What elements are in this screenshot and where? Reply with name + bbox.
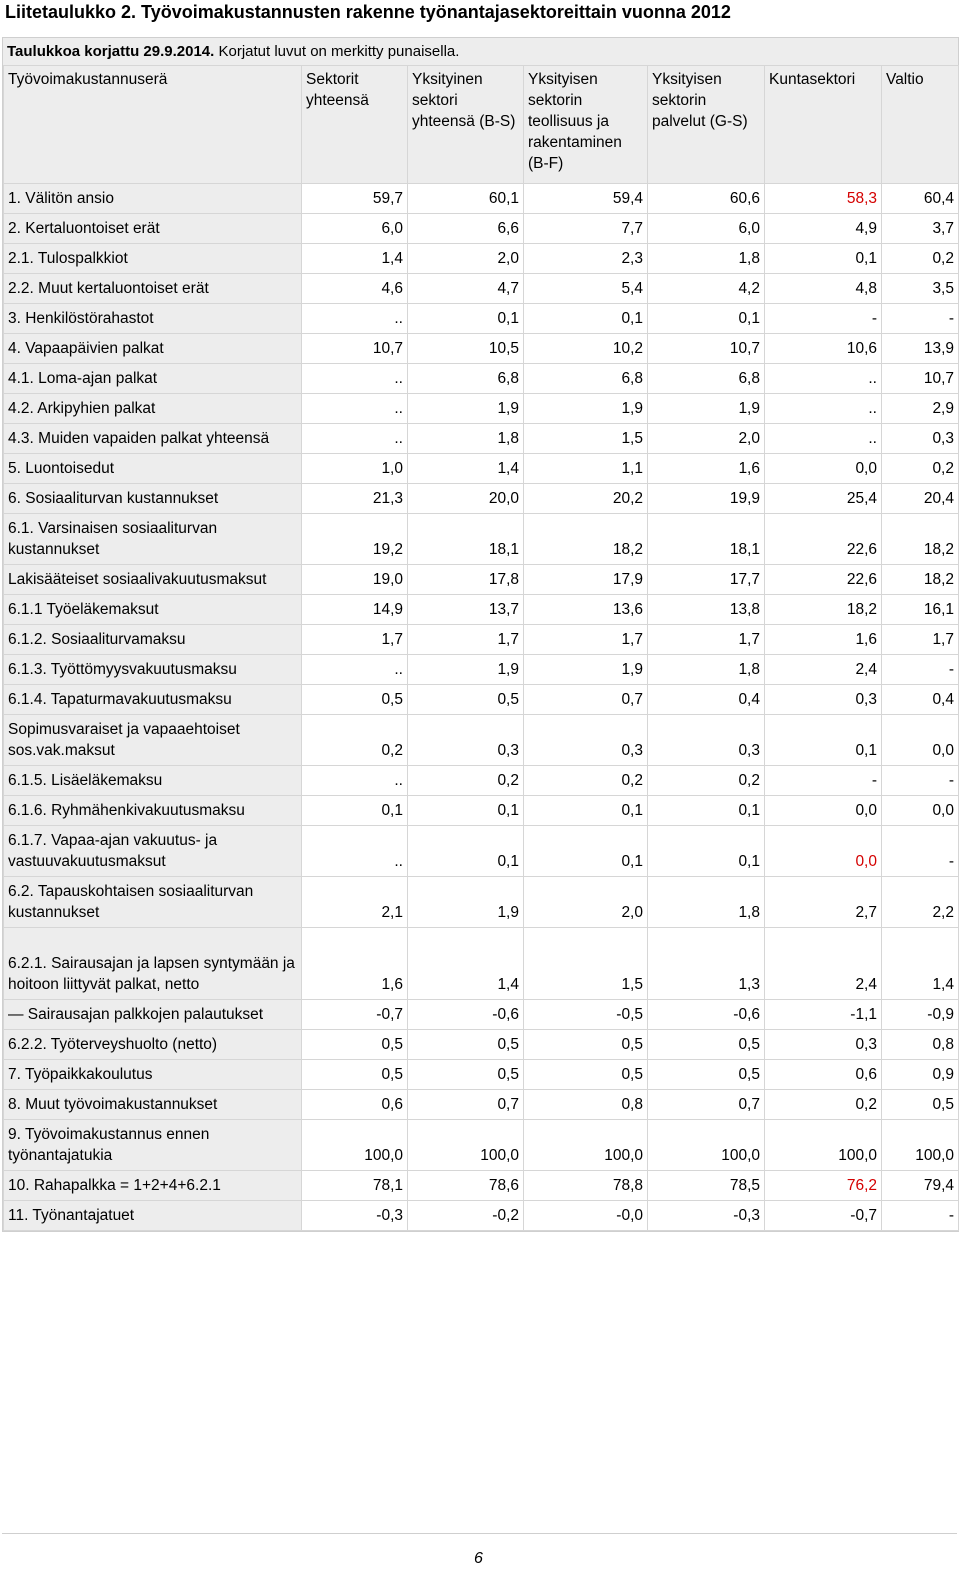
row-label: 6.1.7. Vapaa-ajan vakuutus- ja vastuuvakuutusmaksut	[4, 826, 302, 877]
value-cell: 18,2	[882, 514, 959, 565]
value-cell: 1,4	[408, 928, 524, 1000]
value-cell: 17,8	[408, 565, 524, 595]
table-row	[4, 766, 959, 796]
value-cell: 1,8	[648, 244, 765, 274]
value-cell: 0,6	[765, 1060, 882, 1090]
row-label: 4.1. Loma-ajan palkat	[4, 364, 302, 394]
value-cell: 4,7	[408, 274, 524, 304]
value-cell: 4,8	[765, 274, 882, 304]
value-cell: 100,0	[765, 1120, 882, 1171]
correction-note	[3, 38, 958, 65]
row-label: 6.2.1. Sairausajan ja lapsen syntymään ja hoitoon liittyvät palkat, netto	[4, 928, 302, 1000]
table-row	[4, 304, 959, 334]
value-cell: 3,5	[882, 274, 959, 304]
value-cell: 25,4	[765, 484, 882, 514]
row-label: 2. Kertaluontoiset erät	[4, 214, 302, 244]
value-cell: 0,2	[408, 766, 524, 796]
table-row	[4, 565, 959, 595]
row-label: 6.1.1 Työeläkemaksut	[4, 595, 302, 625]
value-cell: 19,9	[648, 484, 765, 514]
table-row	[4, 484, 959, 514]
value-cell: 18,2	[765, 595, 882, 625]
value-cell: 1,7	[302, 625, 408, 655]
value-cell: 2,7	[765, 877, 882, 928]
value-cell: 1,5	[524, 424, 648, 454]
value-cell: 78,1	[302, 1171, 408, 1201]
header-private-industry: Yksityisen sektorin teollisuus ja rakentaminen (B-F)	[524, 66, 648, 184]
row-label: 1. Välitön ansio	[4, 184, 302, 214]
value-cell: 58,3	[765, 184, 882, 214]
value-cell: -0,7	[765, 1201, 882, 1231]
value-cell: 0,1	[765, 715, 882, 766]
value-cell: 19,2	[302, 514, 408, 565]
value-cell: 2,1	[302, 877, 408, 928]
value-cell: 1,6	[765, 625, 882, 655]
table-row	[4, 796, 959, 826]
table-row	[4, 655, 959, 685]
value-cell: 0,2	[302, 715, 408, 766]
value-cell: 20,0	[408, 484, 524, 514]
value-cell: 100,0	[302, 1120, 408, 1171]
table-row	[4, 1171, 959, 1201]
value-cell: 0,3	[765, 1030, 882, 1060]
value-cell: 0,5	[302, 685, 408, 715]
value-cell: 1,3	[648, 928, 765, 1000]
value-cell: 0,1	[648, 826, 765, 877]
value-cell: 1,6	[302, 928, 408, 1000]
value-cell: 22,6	[765, 565, 882, 595]
row-label: 6.2. Tapauskohtaisen sosiaaliturvan kustannukset	[4, 877, 302, 928]
correction-note-date: Taulukkoa korjattu 29.9.2014.	[7, 43, 215, 60]
table-row	[4, 454, 959, 484]
table-row	[4, 1060, 959, 1090]
value-cell: 4,2	[648, 274, 765, 304]
value-cell: 19,0	[302, 565, 408, 595]
row-label: 2.2. Muut kertaluontoiset erät	[4, 274, 302, 304]
value-cell: 0,9	[882, 1060, 959, 1090]
table-row	[4, 1030, 959, 1060]
value-cell: 0,5	[524, 1030, 648, 1060]
value-cell: ..	[765, 364, 882, 394]
value-cell: 1,9	[524, 394, 648, 424]
value-cell: 17,9	[524, 565, 648, 595]
value-cell: 1,7	[648, 625, 765, 655]
value-cell: 16,1	[882, 595, 959, 625]
value-cell: 6,0	[302, 214, 408, 244]
value-cell: ..	[302, 766, 408, 796]
value-cell: 0,7	[408, 1090, 524, 1120]
value-cell: -0,3	[648, 1201, 765, 1231]
table-row	[4, 715, 959, 766]
value-cell: 6,8	[648, 364, 765, 394]
value-cell: -	[882, 826, 959, 877]
value-cell: 0,0	[765, 796, 882, 826]
value-cell: 1,6	[648, 454, 765, 484]
value-cell: 2,0	[648, 424, 765, 454]
value-cell: 1,1	[524, 454, 648, 484]
value-cell: 0,0	[765, 454, 882, 484]
value-cell: 13,7	[408, 595, 524, 625]
value-cell: 21,3	[302, 484, 408, 514]
value-cell: -	[765, 304, 882, 334]
value-cell: -0,6	[408, 1000, 524, 1030]
value-cell: 1,9	[408, 394, 524, 424]
value-cell: -0,5	[524, 1000, 648, 1030]
value-cell: -	[765, 766, 882, 796]
value-cell: 1,7	[882, 625, 959, 655]
value-cell: 0,5	[408, 1060, 524, 1090]
value-cell: 1,8	[648, 655, 765, 685]
value-cell: 18,2	[882, 565, 959, 595]
value-cell: 0,5	[302, 1060, 408, 1090]
value-cell: -1,1	[765, 1000, 882, 1030]
value-cell: 1,7	[408, 625, 524, 655]
table-row	[4, 364, 959, 394]
row-label: — Sairausajan palkkojen palautukset	[4, 1000, 302, 1030]
value-cell: 18,2	[524, 514, 648, 565]
value-cell: 0,1	[765, 244, 882, 274]
value-cell: 2,4	[765, 928, 882, 1000]
value-cell: -	[882, 304, 959, 334]
value-cell: 78,8	[524, 1171, 648, 1201]
row-label: Sopimusvaraiset ja vapaaehtoiset sos.vak.maksut	[4, 715, 302, 766]
value-cell: 78,5	[648, 1171, 765, 1201]
value-cell: 1,9	[648, 394, 765, 424]
table-header-row	[4, 66, 959, 184]
row-label: 6.1.6. Ryhmähenkivakuutusmaksu	[4, 796, 302, 826]
value-cell: 0,0	[765, 826, 882, 877]
row-label: 3. Henkilöstörahastot	[4, 304, 302, 334]
value-cell: 0,5	[302, 1030, 408, 1060]
value-cell: -0,0	[524, 1201, 648, 1231]
value-cell: 10,7	[648, 334, 765, 364]
row-label: 7. Työpaikkakoulutus	[4, 1060, 302, 1090]
value-cell: 4,9	[765, 214, 882, 244]
row-label: 9. Työvoimakustannus ennen työnantajatukia	[4, 1120, 302, 1171]
value-cell: 78,6	[408, 1171, 524, 1201]
value-cell: 0,1	[408, 304, 524, 334]
value-cell: 0,2	[765, 1090, 882, 1120]
value-cell: 1,4	[882, 928, 959, 1000]
value-cell: 0,3	[524, 715, 648, 766]
value-cell: 1,8	[408, 424, 524, 454]
table-container	[2, 37, 959, 1232]
value-cell: 0,7	[524, 685, 648, 715]
value-cell: 7,7	[524, 214, 648, 244]
value-cell: 60,1	[408, 184, 524, 214]
value-cell: ..	[765, 394, 882, 424]
table-row	[4, 685, 959, 715]
table-row	[4, 274, 959, 304]
value-cell: 10,5	[408, 334, 524, 364]
value-cell: 0,3	[408, 715, 524, 766]
value-cell: ..	[302, 304, 408, 334]
table-body	[4, 184, 959, 1231]
table-row	[4, 928, 959, 1000]
value-cell: 0,6	[302, 1090, 408, 1120]
page-title: Liitetaulukko 2. Työvoimakustannusten rakenne työnantajasektoreittain vuonna 2012	[5, 2, 731, 22]
value-cell: 0,1	[302, 796, 408, 826]
value-cell: 0,8	[524, 1090, 648, 1120]
value-cell: ..	[302, 364, 408, 394]
value-cell: 100,0	[524, 1120, 648, 1171]
value-cell: ..	[302, 424, 408, 454]
value-cell: 3,7	[882, 214, 959, 244]
row-label: 4.3. Muiden vapaiden palkat yhteensä	[4, 424, 302, 454]
value-cell: 10,2	[524, 334, 648, 364]
value-cell: 0,1	[524, 826, 648, 877]
value-cell: 100,0	[408, 1120, 524, 1171]
value-cell: 17,7	[648, 565, 765, 595]
value-cell: -	[882, 655, 959, 685]
value-cell: 6,8	[524, 364, 648, 394]
row-label: Lakisääteiset sosiaalivakuutusmaksut	[4, 565, 302, 595]
value-cell: -0,6	[648, 1000, 765, 1030]
row-label: 11. Työnantajatuet	[4, 1201, 302, 1231]
value-cell: 20,4	[882, 484, 959, 514]
value-cell: 1,7	[524, 625, 648, 655]
table-row	[4, 184, 959, 214]
value-cell: 0,3	[765, 685, 882, 715]
header-cost-item: Työvoimakustannuserä	[4, 66, 302, 184]
table-row	[4, 1000, 959, 1030]
value-cell: 6,8	[408, 364, 524, 394]
value-cell: 0,2	[882, 244, 959, 274]
value-cell: 6,0	[648, 214, 765, 244]
value-cell: ..	[302, 655, 408, 685]
row-label: 5. Luontoisedut	[4, 454, 302, 484]
header-state: Valtio	[882, 66, 959, 184]
value-cell: 100,0	[648, 1120, 765, 1171]
table-row	[4, 1090, 959, 1120]
value-cell: ..	[302, 826, 408, 877]
value-cell: 0,7	[648, 1090, 765, 1120]
value-cell: 79,4	[882, 1171, 959, 1201]
value-cell: 1,9	[408, 655, 524, 685]
row-label: 2.1. Tulospalkkiot	[4, 244, 302, 274]
value-cell: 0,1	[524, 796, 648, 826]
value-cell: 13,8	[648, 595, 765, 625]
row-label: 8. Muut työvoimakustannukset	[4, 1090, 302, 1120]
value-cell: 0,5	[648, 1060, 765, 1090]
value-cell: -	[882, 1201, 959, 1231]
value-cell: 0,5	[648, 1030, 765, 1060]
correction-note-text: Korjatut luvut on merkitty punaisella.	[214, 43, 460, 60]
value-cell: 0,0	[882, 715, 959, 766]
value-cell: 13,6	[524, 595, 648, 625]
labor-cost-table	[3, 65, 959, 1231]
value-cell: 0,8	[882, 1030, 959, 1060]
footer-divider	[2, 1533, 957, 1534]
value-cell: 0,1	[524, 304, 648, 334]
value-cell: 2,0	[524, 877, 648, 928]
value-cell: 0,2	[882, 454, 959, 484]
value-cell: 5,4	[524, 274, 648, 304]
value-cell: 0,4	[882, 685, 959, 715]
table-row	[4, 214, 959, 244]
value-cell: 14,9	[302, 595, 408, 625]
value-cell: 0,1	[408, 796, 524, 826]
value-cell: 18,1	[648, 514, 765, 565]
table-row	[4, 1201, 959, 1231]
value-cell: 1,9	[524, 655, 648, 685]
value-cell: 2,3	[524, 244, 648, 274]
value-cell: 60,6	[648, 184, 765, 214]
row-label: 6.1.5. Lisäeläkemaksu	[4, 766, 302, 796]
header-private-services: Yksityisen sektorin palvelut (G-S)	[648, 66, 765, 184]
value-cell: -0,3	[302, 1201, 408, 1231]
value-cell: 13,9	[882, 334, 959, 364]
table-row	[4, 394, 959, 424]
row-label: 6.1.4. Tapaturmavakuutusmaksu	[4, 685, 302, 715]
header-private-total: Yksityinen sektori yhteensä (B-S)	[408, 66, 524, 184]
row-label: 6.2.2. Työterveyshuolto (netto)	[4, 1030, 302, 1060]
value-cell: -0,2	[408, 1201, 524, 1231]
value-cell: 1,4	[408, 454, 524, 484]
value-cell: 59,4	[524, 184, 648, 214]
row-label: 6.1.2. Sosiaaliturvamaksu	[4, 625, 302, 655]
value-cell: 1,8	[648, 877, 765, 928]
value-cell: 0,5	[408, 685, 524, 715]
value-cell: 4,6	[302, 274, 408, 304]
value-cell: -0,7	[302, 1000, 408, 1030]
value-cell: 1,4	[302, 244, 408, 274]
value-cell: 0,5	[882, 1090, 959, 1120]
value-cell: ..	[302, 394, 408, 424]
header-municipal: Kuntasektori	[765, 66, 882, 184]
value-cell: 0,3	[648, 715, 765, 766]
value-cell: 2,2	[882, 877, 959, 928]
value-cell: 1,0	[302, 454, 408, 484]
value-cell: 2,0	[408, 244, 524, 274]
table-row	[4, 514, 959, 565]
row-label: 6.1.3. Työttömyysvakuutusmaksu	[4, 655, 302, 685]
value-cell: 18,1	[408, 514, 524, 565]
table-row	[4, 334, 959, 364]
value-cell: 100,0	[882, 1120, 959, 1171]
value-cell: 2,4	[765, 655, 882, 685]
value-cell: 20,2	[524, 484, 648, 514]
value-cell: 0,2	[524, 766, 648, 796]
value-cell: 0,3	[882, 424, 959, 454]
row-label: 4.2. Arkipyhien palkat	[4, 394, 302, 424]
value-cell: 76,2	[765, 1171, 882, 1201]
value-cell: -0,9	[882, 1000, 959, 1030]
value-cell: 1,5	[524, 928, 648, 1000]
table-row	[4, 625, 959, 655]
value-cell: 0,2	[648, 766, 765, 796]
row-label: 6.1. Varsinaisen sosiaaliturvan kustannukset	[4, 514, 302, 565]
row-label: 6. Sosiaaliturvan kustannukset	[4, 484, 302, 514]
value-cell: 6,6	[408, 214, 524, 244]
page-number: 6	[474, 1550, 483, 1567]
value-cell: 0,4	[648, 685, 765, 715]
value-cell: 10,7	[302, 334, 408, 364]
value-cell: ..	[765, 424, 882, 454]
value-cell: 59,7	[302, 184, 408, 214]
table-row	[4, 424, 959, 454]
value-cell: 10,6	[765, 334, 882, 364]
value-cell: 60,4	[882, 184, 959, 214]
value-cell: -	[882, 766, 959, 796]
header-all-sectors: Sektorit yhteensä	[302, 66, 408, 184]
value-cell: 0,1	[408, 826, 524, 877]
row-label: 4. Vapaapäivien palkat	[4, 334, 302, 364]
row-label: 10. Rahapalkka = 1+2+4+6.2.1	[4, 1171, 302, 1201]
value-cell: 0,1	[648, 304, 765, 334]
table-row	[4, 826, 959, 877]
table-row	[4, 595, 959, 625]
value-cell: 0,0	[882, 796, 959, 826]
value-cell: 22,6	[765, 514, 882, 565]
value-cell: 0,5	[524, 1060, 648, 1090]
value-cell: 1,9	[408, 877, 524, 928]
value-cell: 0,5	[408, 1030, 524, 1060]
value-cell: 10,7	[882, 364, 959, 394]
value-cell: 2,9	[882, 394, 959, 424]
table-row	[4, 1120, 959, 1171]
table-row	[4, 877, 959, 928]
value-cell: 0,1	[648, 796, 765, 826]
table-row	[4, 244, 959, 274]
